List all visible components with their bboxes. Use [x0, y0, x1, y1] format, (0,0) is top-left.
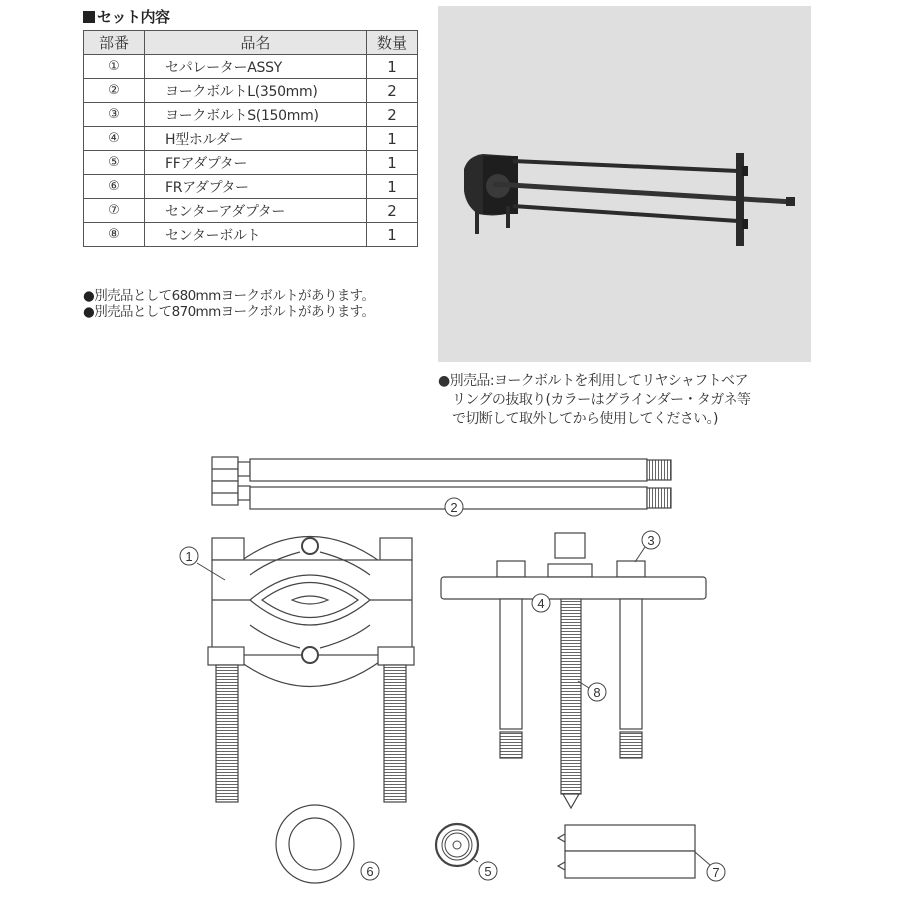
- caption-line-3: で切断して取外してから使用してください。): [452, 411, 718, 427]
- table-row: [84, 199, 418, 223]
- svg-text:4: 4: [537, 596, 545, 611]
- part-qty: 2: [367, 79, 418, 103]
- svg-text:5: 5: [484, 864, 492, 879]
- puller-photo-image: [438, 6, 811, 362]
- separator-assy: [208, 537, 414, 803]
- callout-8: [578, 681, 606, 701]
- h-holder: [441, 533, 706, 808]
- svg-text:8: 8: [593, 685, 601, 700]
- notes: [83, 288, 374, 320]
- product-photo: [438, 6, 811, 362]
- part-qty: 1: [367, 151, 418, 175]
- ff-adapter: [436, 824, 478, 866]
- part-qty: 2: [367, 199, 418, 223]
- part-no: ⑦: [84, 199, 145, 223]
- part-name: ヨークボルトL(350mm): [145, 79, 367, 103]
- svg-text:1: 1: [185, 549, 193, 564]
- part-qty: 1: [367, 127, 418, 151]
- bullet-icon: ●: [83, 288, 95, 304]
- parts-exploded-drawing: [0, 440, 900, 900]
- square-bullet-icon: [83, 11, 95, 23]
- callout-7: [695, 852, 725, 881]
- table-row: [84, 175, 418, 199]
- table-row: [84, 223, 418, 247]
- table-row: [84, 127, 418, 151]
- photo-caption: [438, 372, 818, 429]
- part-qty: 1: [367, 55, 418, 79]
- fr-adapter: [276, 805, 354, 883]
- part-name: センターボルト: [145, 223, 367, 247]
- header-part-no: 部番: [84, 31, 145, 55]
- table-row: [84, 79, 418, 103]
- svg-text:6: 6: [366, 864, 374, 879]
- part-no: ⑥: [84, 175, 145, 199]
- table-row: [84, 55, 418, 79]
- part-name: センターアダプター: [145, 199, 367, 223]
- caption-line-1: ●別売品:ヨークボルトを利用してリヤシャフトベア: [438, 373, 748, 389]
- svg-text:2: 2: [450, 500, 458, 515]
- part-qty: 1: [367, 175, 418, 199]
- parts-diagram: [0, 440, 900, 900]
- note-item: ●別売品として870mmヨークボルトがあります。: [83, 304, 375, 320]
- header-quantity: 数量: [367, 31, 418, 55]
- note-item: ●別売品として680mmヨークボルトがあります。: [83, 288, 375, 304]
- part-no: ⑧: [84, 223, 145, 247]
- section-title: [83, 6, 170, 27]
- callout-3: [635, 531, 660, 562]
- bullet-icon: ●: [83, 304, 95, 320]
- header-part-name: 品名: [145, 31, 367, 55]
- section-title-text: セット内容: [97, 8, 170, 26]
- center-adapters: [558, 825, 695, 878]
- callout-5: [472, 858, 497, 880]
- part-no: ⑤: [84, 151, 145, 175]
- callout-4: [532, 594, 550, 612]
- part-name: ヨークボルトS(150mm): [145, 103, 367, 127]
- callout-2: [445, 498, 463, 516]
- part-no: ③: [84, 103, 145, 127]
- part-name: FFアダプター: [145, 151, 367, 175]
- part-no: ④: [84, 127, 145, 151]
- callout-6: [361, 862, 379, 880]
- table-row: [84, 151, 418, 175]
- svg-text:3: 3: [647, 533, 655, 548]
- part-no: ②: [84, 79, 145, 103]
- part-no: ①: [84, 55, 145, 79]
- part-name: セパレーターASSY: [145, 55, 367, 79]
- bullet-icon: ●: [438, 373, 450, 389]
- svg-text:7: 7: [712, 865, 720, 880]
- table-header-row: [84, 31, 418, 55]
- yoke-bolts-long: [212, 457, 671, 509]
- table-row: [84, 103, 418, 127]
- part-qty: 2: [367, 103, 418, 127]
- parts-table: [83, 30, 418, 247]
- part-name: H型ホルダー: [145, 127, 367, 151]
- caption-line-2: リングの抜取り(カラーはグラインダー・タガネ等: [452, 392, 751, 408]
- part-name: FRアダプター: [145, 175, 367, 199]
- part-qty: 1: [367, 223, 418, 247]
